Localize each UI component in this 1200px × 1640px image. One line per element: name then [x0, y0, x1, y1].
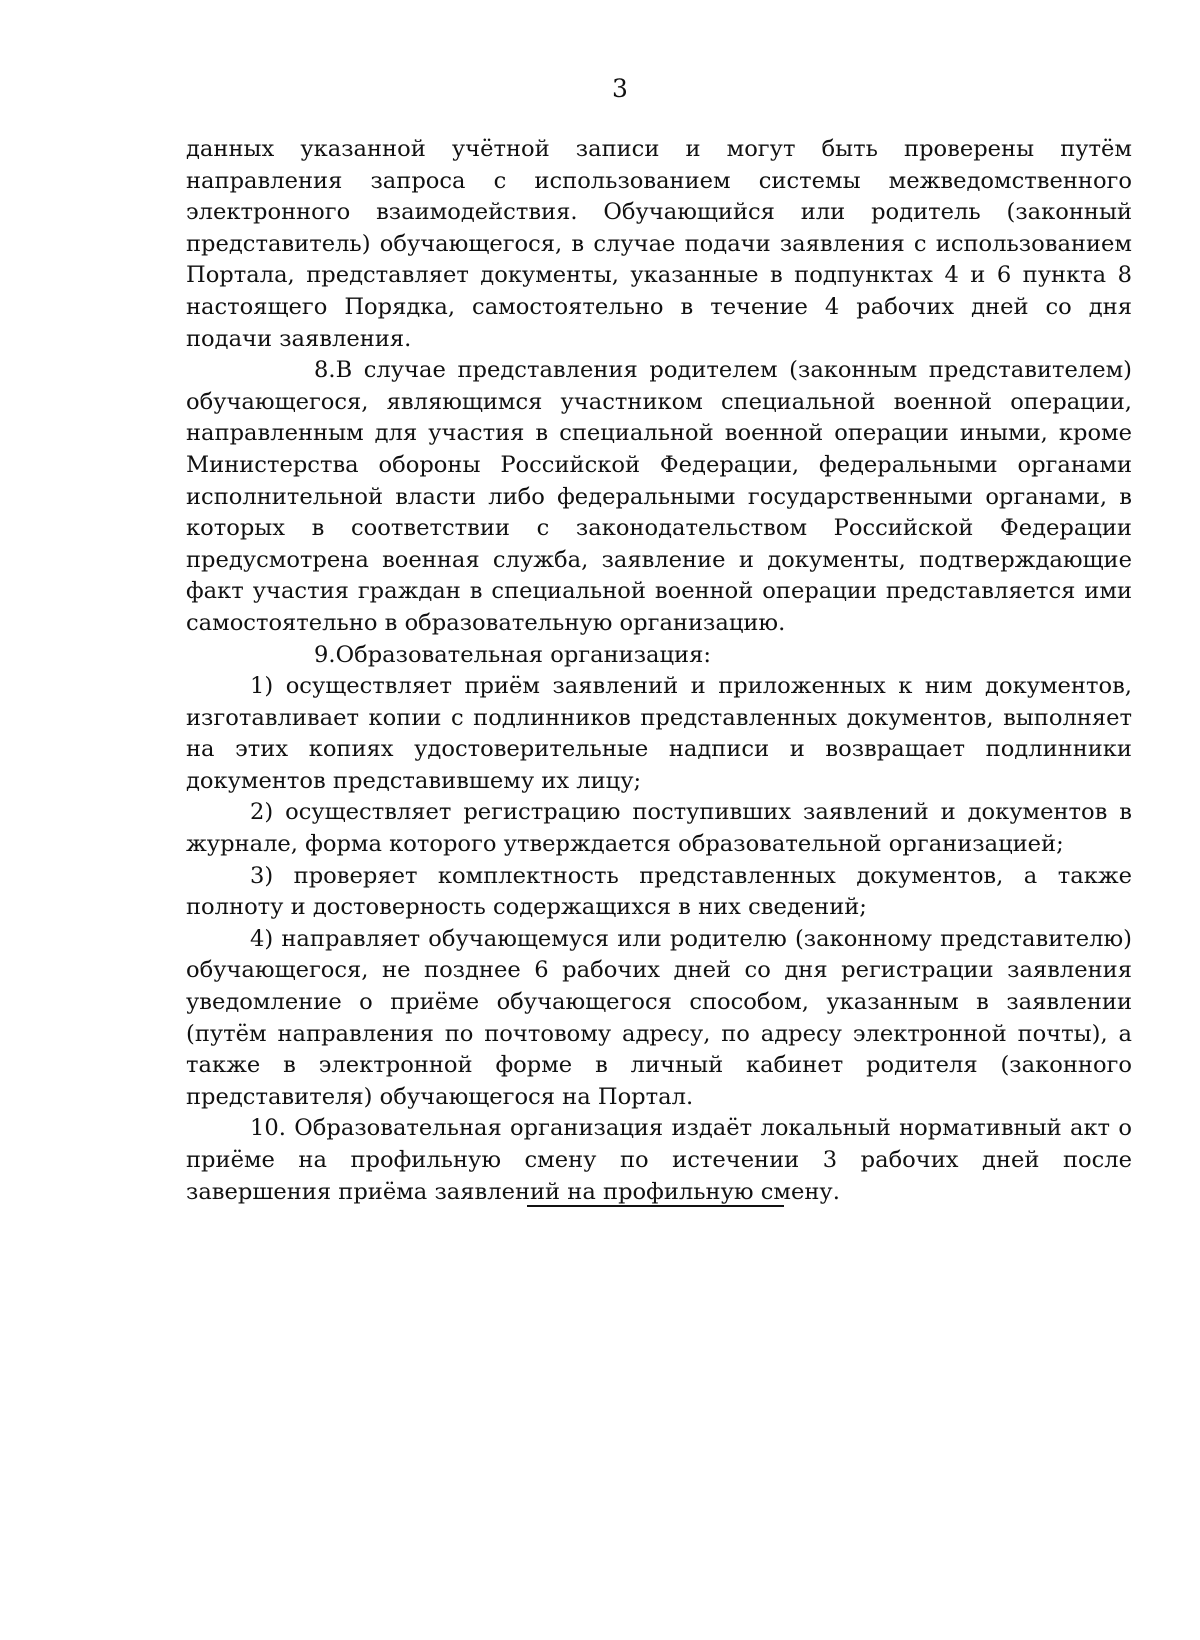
- paragraph-10: [186, 1113, 1132, 1208]
- list-item-1: [186, 671, 1132, 797]
- paragraph-text: Образовательная организация:: [335, 641, 711, 668]
- list-item-2: [186, 797, 1132, 860]
- paragraph-text: 2) осуществляет регистрацию поступивших заявлений и документов в журнале, форма которого утверждается образовательной организацией;: [186, 799, 1132, 858]
- page-number: 3: [612, 74, 628, 103]
- paragraph-number: 8.: [314, 357, 336, 384]
- paragraph-text: В случае представления родителем (законным представителем) обучающегося, являющимся участником специальной военной операции, направленным для участия в специальной военной операции иными, кроме Министерства обороны Российской Федерации, федеральными органами исполнительной власти либо федеральными государственными органами, в которых в соответствии с законодательством Российской Федерации предусмотрена военная служба, заявление и документы, подтверждающие факт участия граждан в специальной военной операции представляется ими самостоятельно в образовательную организацию.: [186, 357, 1132, 636]
- paragraph-8: [186, 355, 1132, 639]
- paragraph-text: 1) осуществляет приём заявлений и приложенных к ним документов, изготавливает копии с подлинников представленных документов, выполняет на этих копиях удостоверительные надписи и возвращает подлинники документов представившему их лицу;: [186, 673, 1132, 794]
- paragraph-number: 9.: [314, 641, 336, 668]
- document-body: [186, 134, 1132, 1208]
- paragraph-text: 3) проверяет комплектность представленных документов, а также полноту и достоверность содержащихся в них сведений;: [186, 862, 1132, 921]
- paragraph-text: 4) направляет обучающемуся или родителю (законному представителю) обучающегося, не позднее 6 рабочих дней со дня регистрации заявления уведомление о приёме обучающегося способом, указанным в заявлении (путём направления по почтовому адресу, по адресу электронной почты), а также в электронной форме в личный кабинет родителя (законного представителя) обучающегося на Портал.: [186, 925, 1132, 1110]
- list-item-4: [186, 924, 1132, 1114]
- paragraph-text: данных указанной учётной записи и могут быть проверены путём направления запроса с использованием системы межведомственного электронного взаимодействия. Обучающийся или родитель (законный представитель) обучающегося, в случае подачи заявления с использованием Портала, представляет документы, указанные в подпунктах 4 и 6 пункта 8 настоящего Порядка, самостоятельно в течение 4 рабочих дней со дня подачи заявления.: [186, 136, 1132, 352]
- end-of-document-rule: [527, 1205, 784, 1207]
- list-item-3: [186, 861, 1132, 924]
- paragraph-continuation: [186, 134, 1132, 355]
- paragraph-9: [186, 640, 1132, 672]
- paragraph-text: 10. Образовательная организация издаёт локальный нормативный акт о приёме на профильную смену по истечении 3 рабочих дней после завершения приёма заявлений на профильную смену.: [186, 1115, 1132, 1205]
